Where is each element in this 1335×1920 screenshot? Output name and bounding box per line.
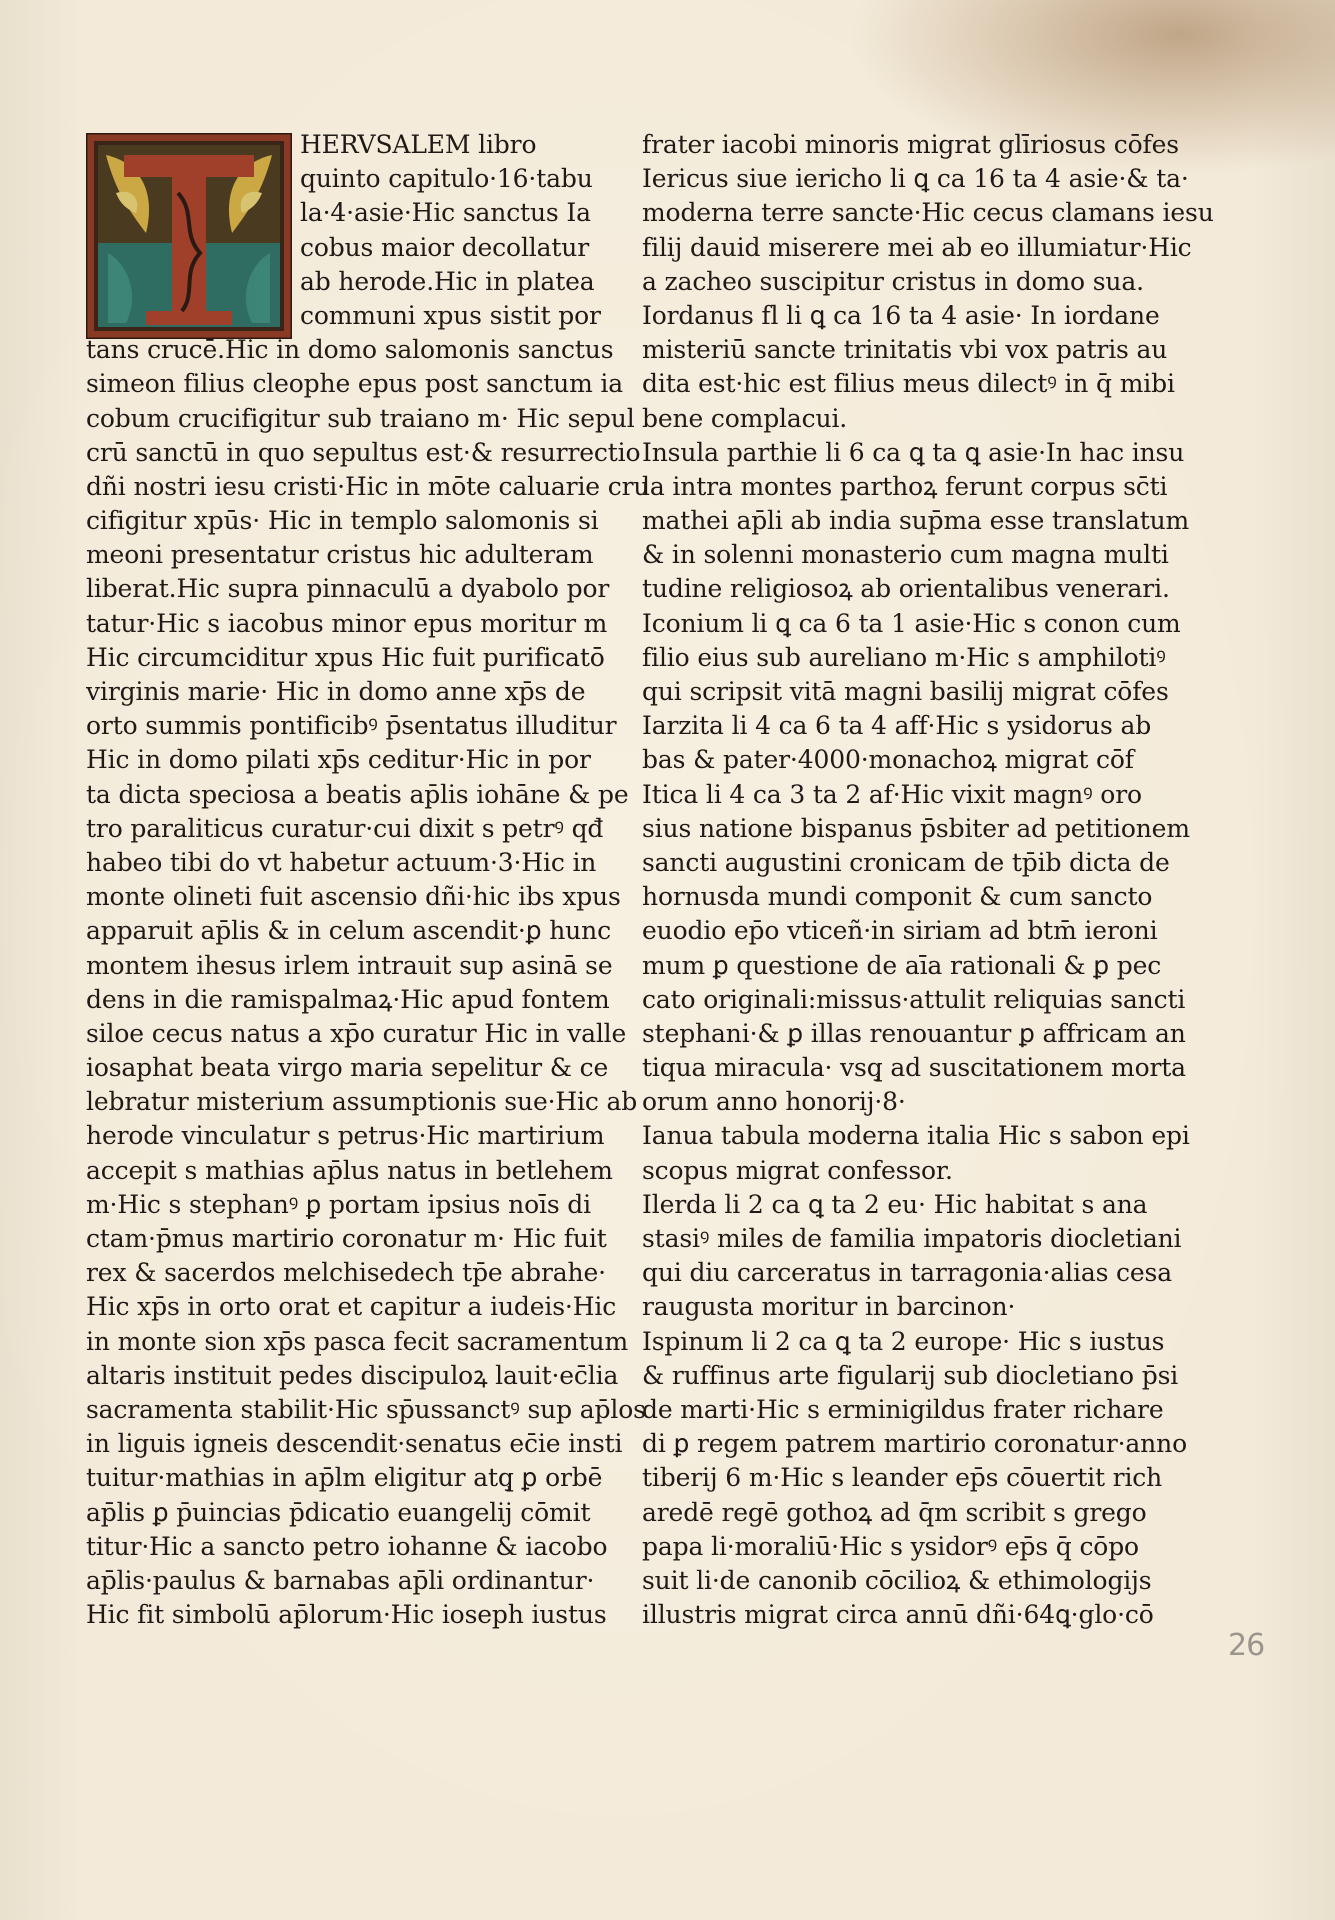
text-line: scopus migrat confessor. — [642, 1155, 953, 1185]
text-line: montem ihesus irlem intrauit sup asinā se — [86, 950, 613, 980]
text-line: lebratur misterium assumptionis sue·Hic ab — [86, 1087, 638, 1117]
text-line: dens in die ramispalmaꝝ·Hic apud fontem — [86, 984, 610, 1014]
text-line: moderna terre sancte·Hic cecus clamans iesu — [642, 198, 1214, 228]
text-line: misteriū sancte trinitatis vbi vox patris au — [642, 335, 1168, 365]
text-line: sacramenta stabilit·Hic sp̄ussanctꝰ sup ap̄los — [86, 1394, 646, 1424]
text-line: tro paraliticus curatur·cui dixit s petrꝰ qđ — [86, 813, 604, 843]
text-line: filij dauid miserere mei ab eo illumiatur·Hic — [642, 232, 1192, 262]
text-line: tuitur·mathias in ap̄lm eligitur atq̧ ꝑ orbē — [86, 1463, 603, 1493]
text-line: qui scripsit vitā magni basilij migrat cōfes — [642, 677, 1169, 706]
text-line: Hic in domo pilati xp̄s ceditur·Hic in por — [86, 745, 591, 775]
text-line: Hic circumciditur xpus Hic fuit purificatō — [86, 642, 605, 672]
text-line: di ꝑ regem patrem martirio coronatur·anno — [642, 1429, 1187, 1459]
text-line: Hic fit simbolū ap̄lorum·Hic ioseph iustus — [86, 1600, 607, 1630]
text-line: tiberij 6 m·Hic s leander ep̄s cōuertit rich — [642, 1463, 1163, 1493]
text-line: titur·Hic a sancto petro iohanne & iacobo — [86, 1531, 608, 1561]
text-line: euodio ep̄o vticeñ·in siriam ad btm̄ ieroni — [642, 916, 1158, 946]
text-line: simeon filius cleophe epus post sanctum ia — [86, 369, 624, 399]
text-line: qui diu carceratus in tarragonia·alias cesa — [642, 1258, 1172, 1288]
text-line: de marti·Hic s erminigildus frater richare — [642, 1394, 1164, 1424]
text-line: Hic xp̄s in orto orat et capitur a iudeis·Hic — [86, 1292, 617, 1322]
text-line: quinto capitulo·16·tabu — [300, 164, 593, 194]
text-line: m·Hic s stephanꝰ ꝑ portam ipsius noīs di — [86, 1189, 592, 1219]
text-line: suit li·de canonib cōcilioꝝ & ethimologijs — [642, 1565, 1152, 1595]
text-line: cato originali:missus·attulit reliquias sancti — [642, 984, 1186, 1014]
text-column-right — [642, 128, 1214, 1632]
text-line: & in solenni monasterio cum magna multi — [642, 540, 1169, 570]
text-line: Ispinum li 2 ca ꝗ ta 2 europe· Hic s iustus — [642, 1326, 1165, 1356]
text-line: illustris migrat circa annū dñi·64ꝗ·glo·cō — [642, 1600, 1154, 1630]
text-line: meoni presentatur cristus hic adulteram — [86, 540, 594, 570]
text-line: ap̄lis ꝑ p̄uincias p̄dicatio euangelij cōmit — [86, 1497, 591, 1527]
text-line: ap̄lis·paulus & barnabas ap̄li ordinantur· — [86, 1565, 595, 1595]
text-line: in monte sion xp̄s pasca fecit sacramentum — [86, 1326, 629, 1356]
text-line: ab herode.Hic in platea — [300, 266, 595, 296]
text-line: & ruffinus arte figularij sub diocletiano p̄si — [642, 1360, 1179, 1390]
text-line: communi xpus sistit por — [300, 300, 601, 330]
text-line: monte olineti fuit ascensio dñi·hic ibs xpus — [86, 882, 621, 912]
text-line: altaris instituit pedes discipuloꝝ lauit·ec̄lia — [86, 1360, 619, 1390]
folio-number: 26 — [1228, 1628, 1265, 1663]
text-line: stephani·& ꝑ illas renouantur ꝑ affricam an — [642, 1018, 1186, 1048]
text-line: tans crucē.Hic in domo salomonis sanctus — [86, 335, 614, 365]
text-line: iosaphat beata virgo maria sepelitur & ce — [86, 1053, 609, 1083]
text-line: papa li·moraliū·Hic s ysidorꝰ ep̄s q̄ cōpo — [642, 1531, 1139, 1561]
text-line: aredē regē gothoꝝ ad q̄m scribit s grego — [642, 1497, 1147, 1527]
text-line: apparuit ap̄lis & in celum ascendit·ꝑ hunc — [86, 916, 611, 946]
text-line: virginis marie· Hic in domo anne xp̄s de — [86, 677, 586, 706]
text-line: in liguis igneis descendit·senatus ec̄ie insti — [86, 1429, 623, 1459]
text-line: a zacheo suscipitur cristus in domo sua. — [642, 266, 1144, 296]
text-line: dñi nostri iesu cristi·Hic in mōte caluarie cru — [86, 471, 650, 501]
text-line: crū sanctū in quo sepultus est·& resurrectio — [86, 437, 641, 467]
text-line: Ianua tabula moderna italia Hic s sabon epi — [642, 1121, 1190, 1151]
text-line: tatur·Hic s iacobus minor epus moritur m — [86, 608, 608, 638]
text-line: bas & pater·4000·monachoꝝ migrat cōf — [642, 745, 1134, 775]
text-line: rex & sacerdos melchisedech tp̄e abrahe· — [86, 1258, 606, 1288]
text-line: sancti augustini cronicam de tp̄ib dicta de — [642, 847, 1170, 877]
text-line: dita est·hic est filius meus dilectꝰ in q̄ mibi — [642, 369, 1175, 399]
text-line: Itica li 4 ca 3 ta 2 af·Hic vixit magnꝰ oro — [642, 779, 1142, 809]
text-line: Insula parthie li 6 ca ꝗ ta ꝗ asie·In hac insu — [642, 437, 1185, 467]
text-line: cobus maior decollatur — [300, 232, 590, 262]
text-line: liberat.Hic supra pinnaculū a dyabolo por — [86, 574, 610, 604]
text-line: accepit s mathias ap̄lus natus in betlehem — [86, 1155, 613, 1185]
text-line: HERVSALEM libro — [300, 130, 537, 159]
text-line: sius natione bispanus p̄sbiter ad petitionem — [642, 813, 1190, 843]
text-line: Iconium li ꝗ ca 6 ta 1 asie·Hic s conon cum — [642, 608, 1181, 638]
text-line: orto summis pontificibꝰ p̄sentatus illuditur — [86, 711, 617, 741]
text-line: cifigitur xpūs· Hic in templo salomonis si — [86, 506, 599, 536]
text-line: Iarzita li 4 ca 6 ta 4 aff·Hic s ysidorus ab — [642, 711, 1152, 741]
text-line: la·4·asie·Hic sanctus Ia — [300, 198, 591, 228]
text-line: filio eius sub aureliano m·Hic s amphilotiꝰ — [642, 642, 1166, 672]
text-line: frater iacobi minoris migrat glīriosus cōfes — [642, 130, 1179, 159]
text-line: Ilerda li 2 ca ꝗ ta 2 eu· Hic habitat s ana — [642, 1189, 1148, 1219]
text-line: mathei ap̄li ab india sup̄ma esse translatum — [642, 506, 1190, 536]
text-line: tudine religiosoꝝ ab orientalibus venerari. — [642, 574, 1170, 604]
text-line: siloe cecus natus a xp̄o curatur Hic in valle — [86, 1018, 627, 1048]
text-line: Iordanus fl li ꝗ ca 16 ta 4 asie· In iordane — [642, 300, 1160, 330]
text-line: stasiꝰ miles de familia impatoris diocletiani — [642, 1224, 1182, 1253]
text-line: orum anno honorij·8· — [642, 1087, 906, 1117]
text-line: ta dicta speciosa a beatis ap̄lis iohāne & pe — [86, 779, 629, 809]
text-line: tiqua miracula· vsq̧ ad suscitationem morta — [642, 1053, 1186, 1083]
text-line: la intra montes parthoꝝ ferunt corpus sc̄ti — [642, 471, 1168, 501]
text-line: raugusta moritur in barcinon· — [642, 1292, 1016, 1322]
text-line: mum ꝑ questione de aīa rationali & ꝑ pec — [642, 950, 1162, 980]
text-line: ctam·p̄mus martirio coronatur m· Hic fuit — [86, 1224, 607, 1253]
text-column-left — [86, 128, 650, 1632]
text-line: cobum crucifigitur sub traiano m· Hic sepul — [86, 403, 635, 433]
text-line: Iericus siue iericho li ꝗ ca 16 ta 4 asie·& ta· — [642, 164, 1189, 194]
text-line: bene complacui. — [642, 403, 848, 433]
text-line: hornusda mundi componit & cum sancto — [642, 882, 1153, 912]
text-line: herode vinculatur s petrus·Hic martirium — [86, 1121, 605, 1151]
text-line: habeo tibi do vt habetur actuum·3·Hic in — [86, 847, 597, 877]
